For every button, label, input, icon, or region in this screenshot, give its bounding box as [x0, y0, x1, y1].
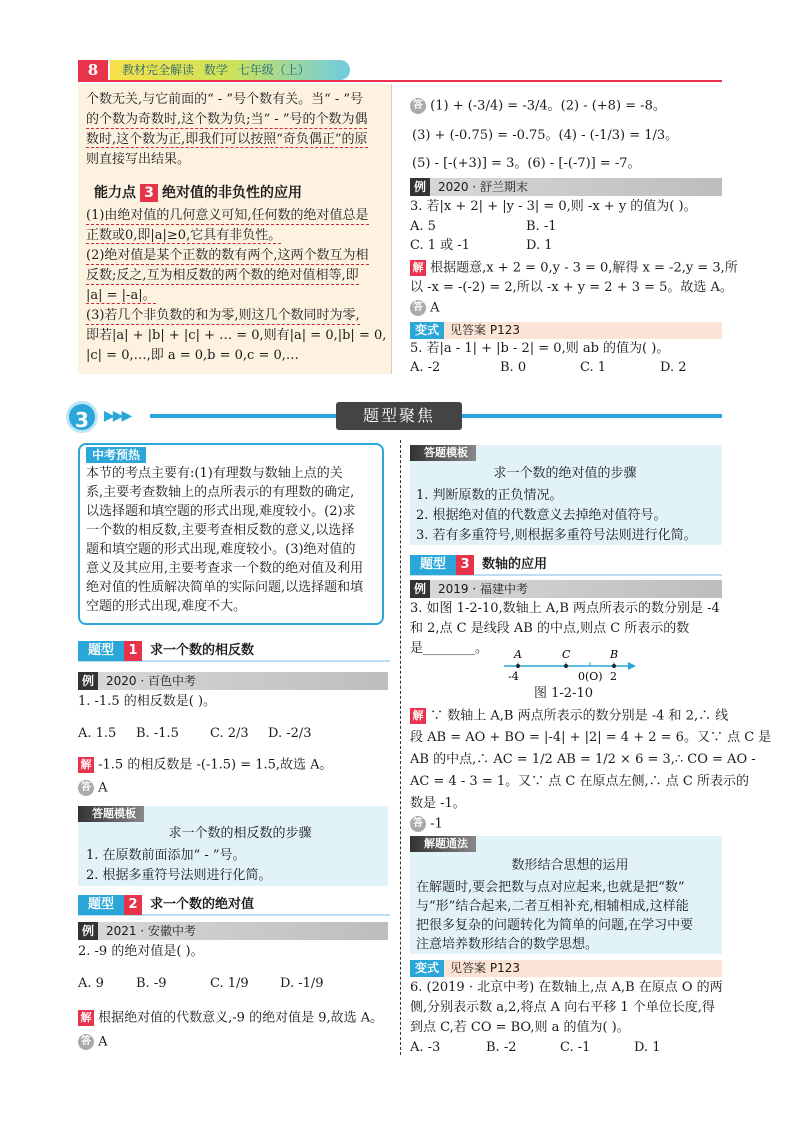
- header-bar: [110, 60, 350, 80]
- question-3b: 3. 如图 1-2-10,数轴上 A,B 两点所表示的数分别是 -4: [410, 601, 720, 616]
- answer-template-tag: 答题模板: [78, 806, 144, 822]
- solution-line: 解 根据绝对值的代数意义,-9 的绝对值是 9,故选 A。: [78, 1010, 383, 1027]
- point-b: [612, 664, 616, 668]
- book-title: 教材完全解读: [122, 63, 195, 77]
- option: D. 1: [634, 1040, 661, 1055]
- method-line: 把很多复杂的问题转化为简单的问题,在学习中要: [416, 918, 694, 933]
- ability-point-heading: 能力点 3 绝对值的非负性的应用: [94, 185, 302, 201]
- template-item: 1. 在原数前面添加“ - ”号。: [86, 848, 246, 863]
- label-c: C: [562, 648, 571, 661]
- column-divider: [400, 440, 401, 1055]
- solution-line: AB 的中点,∴ AC = 1/2 AB = 1/2 × 6 = 3,∴ CO = AO -: [410, 752, 756, 767]
- option: B. -1: [526, 219, 557, 234]
- option: A. 9: [78, 976, 104, 991]
- axis-arrow-icon: [628, 662, 636, 670]
- tick-o: 0(O): [578, 670, 603, 683]
- pink-body-line: |a| = |-a|。: [86, 288, 156, 303]
- question-3b: 是________。: [410, 641, 489, 656]
- pink-body-line: (1)由绝对值的几何意义可知,任何数的绝对值总是: [86, 208, 369, 223]
- pink-body-line: 反数;反之,互为相反数的两个数的绝对值相等,即: [86, 268, 359, 283]
- template-title: 求一个数的绝对值的步骤: [493, 466, 637, 481]
- solution-line: 解 -1.5 的相反数是 -(-1.5) = 1.5,故选 A。: [78, 757, 333, 774]
- solution-icon: 解: [410, 260, 426, 276]
- arrow-icon: ▶▶▶: [104, 408, 131, 424]
- preview-line: 一个数的相反数,主要考查相反数的意义,以选择: [86, 523, 355, 538]
- option: B. 0: [500, 360, 527, 375]
- pink-body-line: 正数或0,即|a|≥0,它具有非负性。: [86, 228, 282, 243]
- answer-icon: 答: [410, 300, 426, 316]
- solution-icon: 解: [78, 1010, 94, 1026]
- question-6: 侧,分别表示数 a,2,将点 A 向右平移 1 个单位长度,得: [410, 1000, 715, 1015]
- label-b: B: [610, 648, 619, 661]
- option: A. -3: [410, 1040, 441, 1055]
- solution-line: 解 根据题意,x + 2 = 0,y - 3 = 0,解得 x = -2,y = 3,所: [410, 260, 738, 277]
- example-icon: 例: [410, 178, 430, 196]
- answer-line: 答 A: [78, 1034, 108, 1051]
- variant-bar: 变式 见答案 P123: [410, 960, 722, 977]
- solution-line: 数是 -1。: [410, 796, 466, 811]
- answer-icon: 答: [78, 1034, 94, 1050]
- point-a: [516, 664, 520, 668]
- option: B. -1.5: [136, 726, 179, 741]
- pink-line: 则直接写出结果。: [86, 152, 191, 167]
- option: C. -1: [560, 1040, 591, 1055]
- template-title: 求一个数的相反数的步骤: [168, 826, 312, 841]
- template-item: 2. 根据绝对值的代数意义去掉绝对值符号。: [416, 508, 667, 523]
- pink-line: 数时,这个数为正,即我们可以按照“奇负偶正”的原: [86, 132, 368, 147]
- solution-line: AC = 4 - 3 = 1。又∵ 点 C 在原点左侧,∴ 点 C 所表示的: [410, 774, 749, 789]
- option: A. 1.5: [78, 726, 117, 741]
- option: C. 1/9: [210, 976, 249, 991]
- option: D. 2: [660, 360, 687, 375]
- solution-line: 段 AB = AO + BO = |-4| + |2| = 4 + 2 = 6。又∵ 点 C 是: [410, 730, 772, 745]
- answer-template-tag: 答题模板: [410, 445, 476, 461]
- header-rule: [78, 80, 722, 82]
- section-number: 3: [66, 401, 98, 433]
- page-number: 8: [78, 60, 108, 80]
- label-a: A: [514, 648, 522, 661]
- type-heading-2: 题型 2 求一个数的绝对值: [78, 895, 254, 915]
- example-bar: 例 2020 · 百色中考: [78, 672, 388, 690]
- pink-body-line: |c| = 0,…,即 a = 0,b = 0,c = 0,…: [86, 348, 299, 363]
- grade: 七年级（上）: [237, 63, 310, 77]
- preview-line: 空题的形式出现,难度不大。: [86, 599, 247, 614]
- method-title: 数形结合思想的运用: [511, 858, 629, 873]
- answer-line: 答 (1) + (-3/4) = -3/4。(2) - (+8) = -8。: [410, 98, 666, 115]
- question-2: 2. -9 的绝对值是( )。: [78, 944, 204, 959]
- solution-line: 以 -x = -(-2) = 2,所以 -x + y = 2 + 3 = 5。故选 A。: [410, 280, 733, 295]
- type-heading-1: 题型 1 求一个数的相反数: [78, 641, 254, 661]
- example-bar: 例 2021 · 安徽中考: [78, 922, 388, 940]
- template-item: 2. 根据多重符号法则进行化简。: [86, 868, 272, 883]
- solution-icon: 解: [78, 757, 94, 773]
- solution-icon: 解: [410, 708, 426, 724]
- pink-body-line: 即若|a| + |b| + |c| + … = 0,则有|a| = 0,|b| = 0,: [86, 328, 387, 343]
- answer-icon: 答: [410, 98, 426, 114]
- method-line: 与“形”结合起来,二者互相补充,相辅相成,这样能: [416, 899, 689, 914]
- preview-line: 题和填空题的形式出现,难度较小。(3)绝对值的: [86, 542, 356, 557]
- option: C. 1 或 -1: [410, 238, 470, 253]
- preview-line: 绝对值的性质解决简单的实际问题,以选择题和填: [86, 580, 364, 595]
- tick-a: -4: [508, 670, 519, 683]
- figure-caption: 图 1-2-10: [534, 686, 594, 701]
- template-item: 1. 判断原数的正负情况。: [416, 488, 563, 503]
- option: C. 2/3: [210, 726, 249, 741]
- question-3: 3. 若|x + 2| + |y - 3| = 0,则 -x + y 的值为( )。: [410, 199, 697, 214]
- example-bar: 例 2019 · 福建中考: [410, 580, 722, 598]
- tick-b: 2: [610, 670, 617, 683]
- pink-body-line: (2)绝对值是某个正数的数有两个,这两个数互为相: [86, 248, 369, 263]
- question-3b: 和 2,点 C 是线段 AB 的中点,则点 C 所表示的数: [410, 621, 690, 636]
- pink-line: 个数无关,与它前面的“ - ”号个数有关。当“ - ”号: [86, 92, 364, 107]
- subject: 数学: [203, 63, 228, 77]
- variant-bar: 变式 见答案 P123: [410, 322, 722, 339]
- answer-line: 答 A: [78, 780, 108, 797]
- option: D. -1/9: [280, 976, 324, 991]
- option: C. 1: [580, 360, 607, 375]
- preview-line: 意义及其应用,主要考查求一个数的绝对值及利用: [86, 561, 364, 576]
- type-heading-3: 题型 3 数轴的应用: [410, 555, 547, 575]
- method-tag: 解题通法: [410, 836, 476, 852]
- ability-point-number: 3: [140, 184, 158, 202]
- option: D. -2/3: [268, 726, 312, 741]
- pink-line: 的个数为奇数时,这个数为负;当“ - ”号的个数为偶: [86, 112, 368, 127]
- answer-icon: 答: [410, 816, 426, 832]
- option: D. 1: [526, 238, 553, 253]
- pink-body-line: (3)若几个非负数的和为零,则这几个数同时为零,: [86, 308, 360, 323]
- number-line-figure: [500, 648, 640, 684]
- method-line: 在解题时,要会把数与点对应起来,也就是把“数”: [416, 880, 685, 895]
- example-bar: 例 2020 · 舒兰期末: [410, 178, 722, 196]
- question-5: 5. 若|a - 1| + |b - 2| = 0,则 ab 的值为( )。: [410, 341, 670, 356]
- answer-icon: 答: [78, 780, 94, 796]
- option: B. -9: [136, 976, 167, 991]
- option: A. 5: [410, 219, 436, 234]
- section-title: 题型聚焦: [336, 402, 462, 430]
- answer-line: 答 -1: [410, 816, 443, 833]
- method-line: 注意培养数形结合的数学思想。: [416, 937, 599, 952]
- option: B. -2: [486, 1040, 517, 1055]
- solution-line: 解 ∵ 数轴上 A,B 两点所表示的数分别是 -4 和 2,∴ 线: [410, 708, 728, 725]
- variant-tag: 变式: [410, 960, 444, 977]
- exam-preview-tag: 中考预热: [86, 447, 146, 463]
- answer-line: (5) - [-(+3)] = 3。(6) - [-(-7)] = -7。: [412, 156, 641, 171]
- question-1: 1. -1.5 的相反数是( )。: [78, 694, 217, 709]
- answer-line: 答 A: [410, 300, 440, 317]
- template-item: 3. 若有多重符号,则根据多重符号法则进行化简。: [416, 528, 697, 543]
- variant-tag: 变式: [410, 322, 444, 339]
- option: A. -2: [410, 360, 441, 375]
- question-6: 6. (2019 · 北京中考) 在数轴上,点 A,B 在原点 O 的两: [410, 980, 723, 995]
- question-6: 到点 C,若 CO = BO,则 a 的值为( )。: [410, 1020, 630, 1035]
- preview-line: 以选择题和填空题的形式出现,难度较小。(2)求: [86, 504, 356, 519]
- answer-line: (3) + (-0.75) = -0.75。(4) - (-1/3) = 1/3。: [412, 128, 679, 143]
- preview-line: 系,主要考查数轴上的点所表示的有理数的确定,: [86, 485, 355, 500]
- point-c: [564, 664, 568, 668]
- preview-line: 本节的考点主要有:(1)有理数与数轴上点的关: [86, 466, 343, 481]
